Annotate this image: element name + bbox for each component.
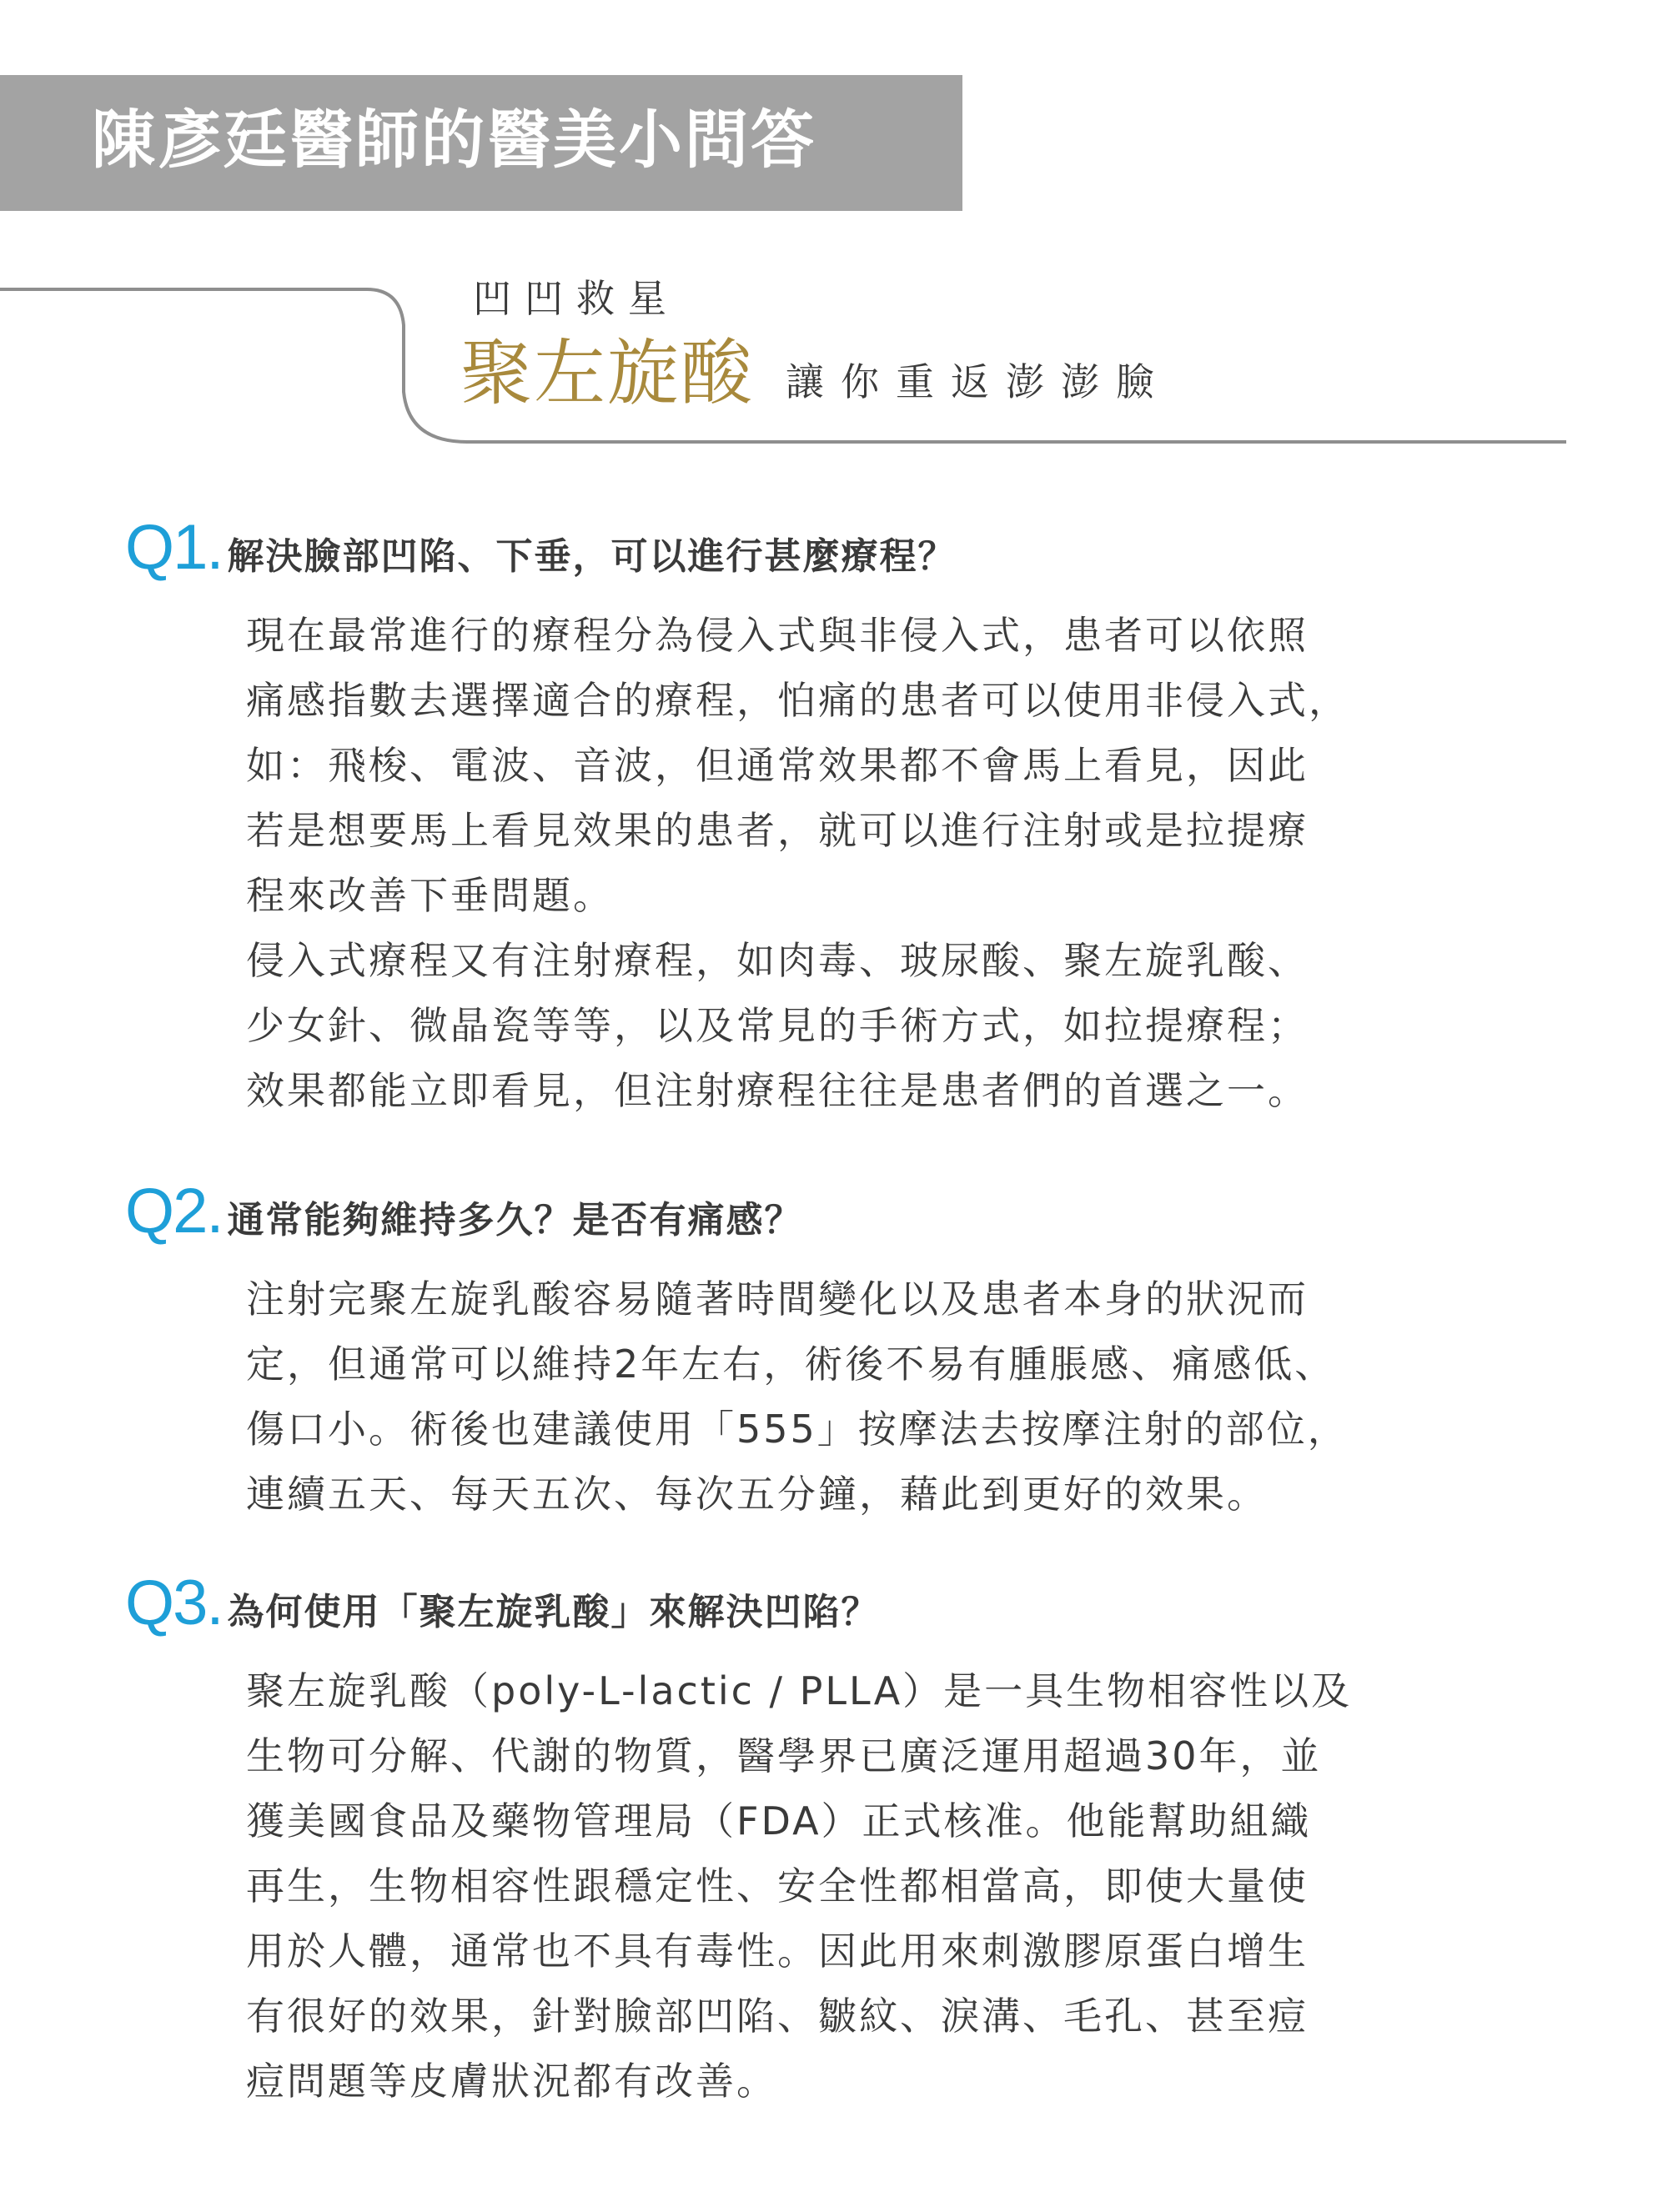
answer-line: 有很好的效果，針對臉部凹陷、皺紋、淚溝、毛孔、甚至痘 <box>246 1994 1309 2039</box>
answer-block <box>246 1267 1426 1527</box>
qa-section-3 <box>125 1566 1426 2114</box>
page-title: 陳彥廷醫師的醫美小問答 <box>92 103 816 177</box>
question-text: 通常能夠維持多久？是否有痛感？ <box>227 1199 803 1241</box>
qa-section-1 <box>125 510 1426 1123</box>
answer-line: 若是想要馬上看見效果的患者，就可以進行注射或是拉提療 <box>246 808 1309 853</box>
question-row <box>125 510 1426 594</box>
question-text: 為何使用「聚左旋乳酸」來解決凹陷？ <box>227 1591 880 1633</box>
answer-line: 連續五天、每天五次、每次五分鐘，藉此到更好的效果。 <box>246 1472 1268 1517</box>
answer-block <box>246 603 1426 1123</box>
subtitle: 讓你重返澎澎臉 <box>786 359 1171 404</box>
answer-line: 注射完聚左旋乳酸容易隨著時間變化以及患者本身的狀況而 <box>246 1277 1309 1322</box>
answer-line: 現在最常進行的療程分為侵入式與非侵入式，患者可以依照 <box>246 613 1309 658</box>
main-title: 聚左旋酸 <box>460 332 754 415</box>
answer-line: 痘問題等皮膚狀況都有改善。 <box>246 2059 777 2104</box>
divider-left-line <box>0 289 1566 442</box>
qa-section-2 <box>125 1174 1426 1527</box>
answer-line: 獲美國食品及藥物管理局（FDA）正式核准。他能幫助組織 <box>246 1798 1312 1843</box>
answer-line: 定，但通常可以維持2年左右，術後不易有腫脹感、痛感低、 <box>246 1342 1336 1387</box>
question-number: Q2. <box>125 1176 223 1246</box>
answer-line: 少女針、微晶瓷等等，以及常見的手術方式，如拉提療程； <box>246 1003 1309 1048</box>
question-text: 解決臉部凹陷、下垂，可以進行甚麼療程？ <box>227 535 957 578</box>
answer-line: 傷口小。術後也建議使用「555」按摩法去按摩注射的部位， <box>246 1407 1349 1452</box>
answer-line: 再生，生物相容性跟穩定性、安全性都相當高，即使大量使 <box>246 1863 1309 1909</box>
question-number: Q1. <box>125 512 223 583</box>
question-number: Q3. <box>125 1567 223 1638</box>
question-row <box>125 1566 1426 1650</box>
answer-line: 生物可分解、代謝的物質，醫學界已廣泛運用超過30年，並 <box>246 1733 1322 1778</box>
answer-block <box>246 1658 1426 2114</box>
answer-line: 侵入式療程又有注射療程，如肉毒、玻尿酸、聚左旋乳酸、 <box>246 938 1309 983</box>
answer-line: 用於人體，通常也不具有毒性。因此用來刺激膠原蛋白增生 <box>246 1929 1309 1974</box>
kicker-text: 凹凹救星 <box>473 276 680 321</box>
answer-line: 如：飛梭、電波、音波，但通常效果都不會馬上看見，因此 <box>246 743 1309 788</box>
answer-line: 程來改善下垂問題。 <box>246 873 614 918</box>
question-row <box>125 1174 1426 1258</box>
answer-line: 聚左旋乳酸（poly-L-lactic / PLLA）是一具生物相容性以及 <box>246 1668 1353 1713</box>
answer-line: 痛感指數去選擇適合的療程，怕痛的患者可以使用非侵入式， <box>246 678 1349 723</box>
answer-line: 效果都能立即看見，但注射療程往往是患者們的首選之一。 <box>246 1068 1309 1113</box>
